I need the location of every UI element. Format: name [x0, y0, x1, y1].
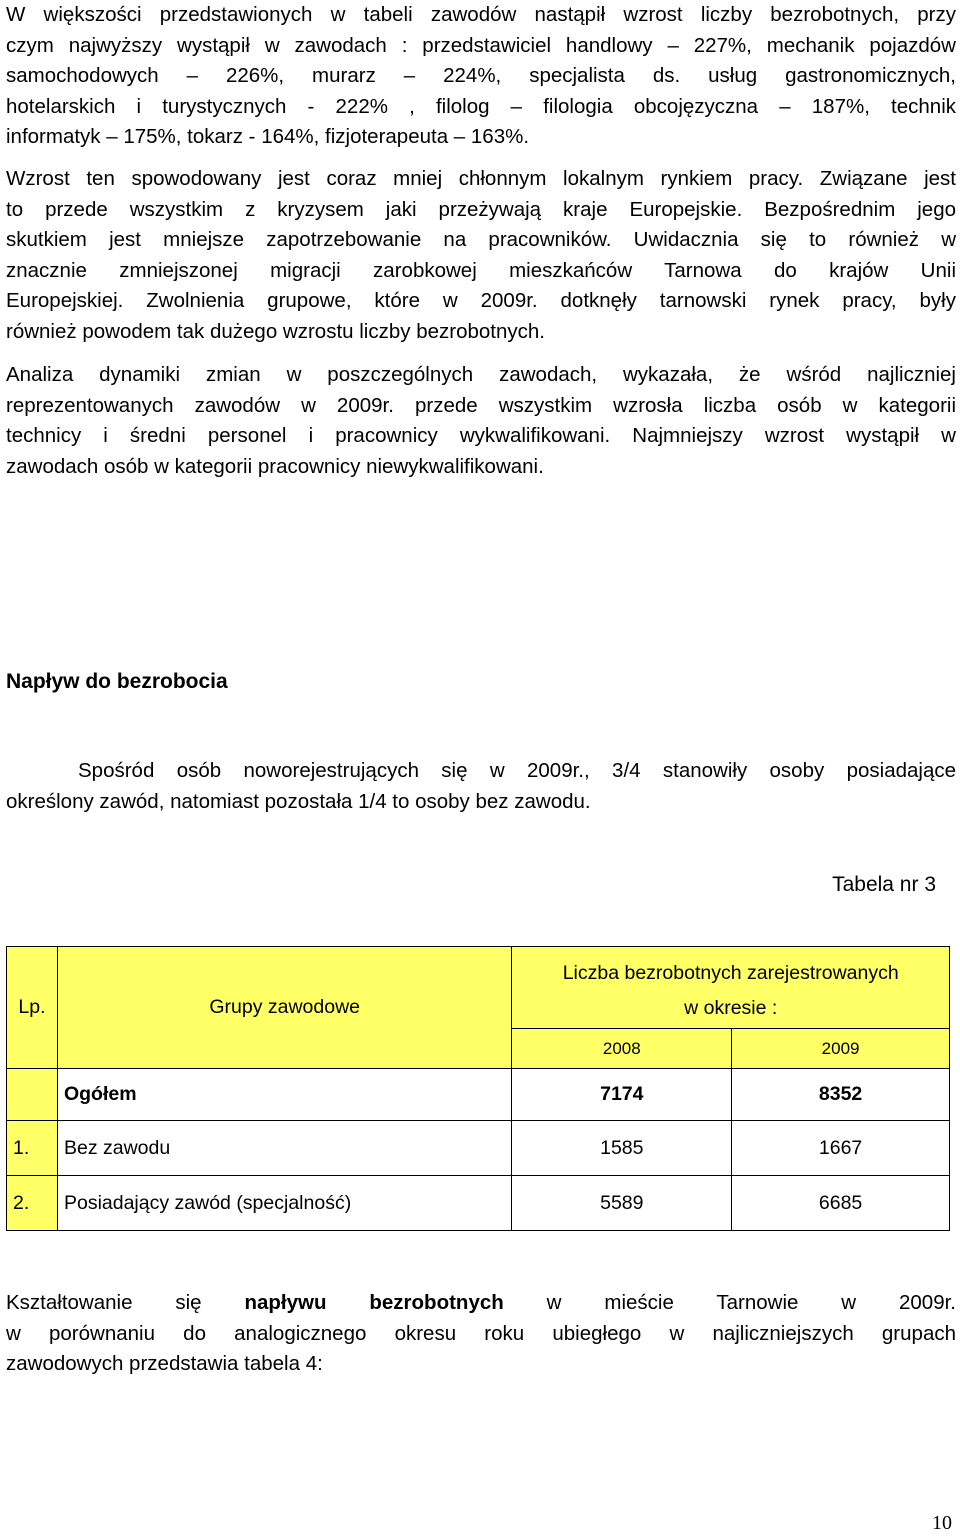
row-group: Bez zawodu	[57, 1121, 511, 1176]
paragraph-3	[6, 360, 956, 482]
paragraph-line: samochodowych – 226%, murarz – 224%, specjalista ds. usług gastronomicznych,	[6, 64, 956, 87]
paragraph-line: Europejskiej. Zwolnienia grupowe, które w 2009r. dotknęły tarnowski rynek pracy, były	[6, 289, 956, 312]
row-2009: 1667	[732, 1121, 950, 1176]
table-caption: Tabela nr 3	[832, 873, 936, 896]
bold-term: napływu	[244, 1291, 327, 1314]
table-row	[7, 1121, 950, 1176]
paragraph-2	[6, 164, 956, 347]
header-group: Grupy zawodowe	[57, 947, 511, 1069]
table-row	[7, 1176, 950, 1231]
paragraph-line: Spośród osób noworejestrujących się w 2009r., 3/4 stanowiły osoby posiadające	[78, 759, 956, 782]
paragraph-line: zawodach osób w kategorii pracownicy niewykwalifikowani.	[6, 454, 544, 478]
page-number: 10	[932, 1512, 952, 1534]
row-2008: 5589	[512, 1176, 732, 1231]
header-count-title: Liczba bezrobotnych zarejestrowanych	[512, 947, 950, 989]
text-fragment: w mieście Tarnowie w 2009r.	[546, 1291, 956, 1314]
paragraph-line: znacznie zmniejszonej migracji zarobkowej mieszkańców Tarnowa do krajów Unii	[6, 258, 956, 282]
row-group: Posiadający zawód (specjalność)	[57, 1176, 511, 1231]
header-year-2009: 2009	[732, 1029, 950, 1069]
paragraph-1	[6, 0, 956, 153]
total-label: Ogółem	[57, 1069, 511, 1121]
paragraph-line: czym najwyższy wystąpił w zawodach : przedstawiciel handlowy – 227%, mechanik pojazdów	[6, 33, 956, 57]
paragraph-line: Wzrost ten spowodowany jest coraz mniej chłonnym lokalnym rynkiem pracy. Związane jest	[6, 167, 956, 190]
unemployment-table	[6, 946, 950, 1231]
paragraph-line-mixed	[6, 1288, 956, 1319]
total-lp-cell	[7, 1069, 58, 1121]
paragraph-5	[6, 1288, 956, 1380]
row-lp: 1.	[7, 1121, 58, 1176]
paragraph-line: informatyk – 175%, tokarz - 164%, fizjoterapeuta – 163%.	[6, 125, 530, 148]
header-year-2008: 2008	[512, 1029, 732, 1069]
header-lp: Lp.	[7, 947, 58, 1069]
text-fragment: Kształtowanie się	[6, 1291, 202, 1314]
paragraph-line: W większości przedstawionych w tabeli zawodów nastąpił wzrost liczby bezrobotnych, przy	[6, 3, 956, 26]
header-count-period: w okresie :	[512, 989, 950, 1029]
row-lp: 2.	[7, 1176, 58, 1231]
paragraph-4	[6, 756, 956, 817]
section-heading: Napływ do bezrobocia	[6, 670, 228, 693]
row-2008: 1585	[512, 1121, 732, 1176]
paragraph-line: technicy i średni personel i pracownicy wykwalifikowani. Najmniejszy wzrost wystąpił w	[6, 424, 956, 447]
paragraph-line: w porównaniu do analogicznego okresu roku ubiegłego w najliczniejszych grupach	[6, 1321, 956, 1345]
bold-term: bezrobotnych	[369, 1291, 504, 1314]
paragraph-line: zawodowych przedstawia tabela 4:	[6, 1352, 323, 1375]
paragraph-line: to przede wszystkim z kryzysem jaki przeżywają kraje Europejskie. Bezpośrednim jego	[6, 197, 956, 221]
table-row-total	[7, 1069, 950, 1121]
paragraph-line: również powodem tak dużego wzrostu liczby bezrobotnych.	[6, 319, 545, 343]
paragraph-line: skutkiem jest mniejsze zapotrzebowanie na pracowników. Uwidacznia się to również w	[6, 228, 956, 251]
paragraph-line: reprezentowanych zawodów w 2009r. przede wszystkim wzrosła liczba osób w kategorii	[6, 393, 956, 417]
total-2008: 7174	[512, 1069, 732, 1121]
paragraph-line: Analiza dynamiki zmian w poszczególnych zawodach, wykazała, że wśród najliczniej	[6, 363, 956, 386]
paragraph-line: określony zawód, natomiast pozostała 1/4 to osoby bez zawodu.	[6, 789, 591, 813]
paragraph-line: hotelarskich i turystycznych - 222% , filolog – filologia obcojęzyczna – 187%, technik	[6, 94, 956, 118]
row-2009: 6685	[732, 1176, 950, 1231]
total-2009: 8352	[732, 1069, 950, 1121]
